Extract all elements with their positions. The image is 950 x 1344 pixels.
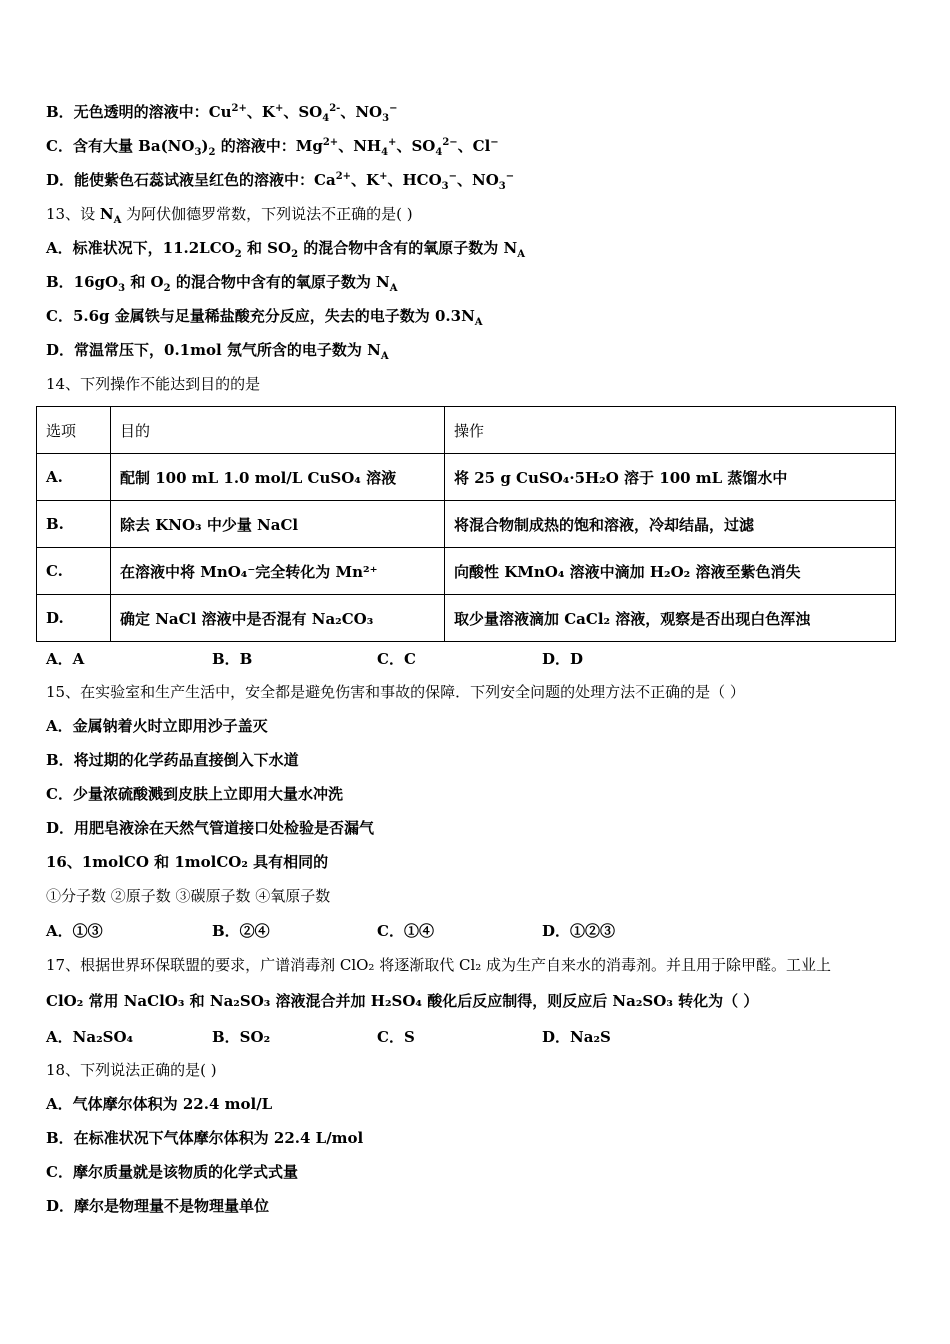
- q16-choice-a[interactable]: A．①③: [46, 922, 103, 940]
- q14-choice-b[interactable]: B．B: [212, 650, 253, 668]
- header-operation: 操作: [445, 407, 896, 454]
- header-goal: 目的: [111, 407, 445, 454]
- q15-option-c[interactable]: C．少量浓硫酸溅到皮肤上立即用大量水冲洗: [46, 785, 343, 803]
- row-goal: 确定 NaCl 溶液中是否混有 Na₂CO₃: [111, 595, 445, 642]
- q17-choice-b[interactable]: B．SO₂: [212, 1028, 271, 1046]
- q18-option-d[interactable]: D．摩尔是物理量不是物理量单位: [46, 1197, 270, 1215]
- q17-stem-line2: ClO₂ 常用 NaClO₃ 和 Na₂SO₃ 溶液混合并加 H₂SO₄ 酸化后反应制得，则反应后 Na₂SO₃ 转化为（ ）: [46, 992, 759, 1010]
- q14-choice-d[interactable]: D．D: [542, 650, 584, 668]
- row-goal: 配制 100 mL 1.0 mol/L CuSO₄ 溶液: [111, 454, 445, 501]
- row-goal: 除去 KNO₃ 中少量 NaCl: [111, 501, 445, 548]
- row-option: C.: [37, 548, 111, 595]
- q14-stem: 14、下列操作不能达到目的的是: [46, 375, 261, 393]
- q14-table: [36, 406, 896, 642]
- q15-stem: 15、在实验室和生产生活中，安全都是避免伤害和事故的保障．下列安全问题的处理方法不正确的是（ ）: [46, 683, 745, 701]
- q15-option-d[interactable]: D．用肥皂液涂在天然气管道接口处检验是否漏气: [46, 819, 375, 837]
- row-operation: 向酸性 KMnO₄ 溶液中滴加 H₂O₂ 溶液至紫色消失: [445, 548, 896, 595]
- q14-choice-a[interactable]: A．A: [46, 650, 85, 668]
- q12-option-d: D．能使紫色石蕊试液呈红色的溶液中：$Ca^{2+}$、K+、$HCO_3^-$、$NO_3^-$: [46, 171, 515, 192]
- row-goal: 在溶液中将 MnO₄⁻完全转化为 Mn²⁺: [111, 548, 445, 595]
- q17-stem-line1: 17、根据世界环保联盟的要求，广谱消毒剂 ClO₂ 将逐渐取代 Cl₂ 成为生产自来水的消毒剂。并且用于除甲醛。工业上: [46, 956, 832, 974]
- table-row: [37, 595, 896, 642]
- q18-option-b[interactable]: B．在标准状况下气体摩尔体积为 22.4 L/mol: [46, 1129, 364, 1147]
- row-operation: 将 25 g CuSO₄·5H₂O 溶于 100 mL 蒸馏水中: [445, 454, 896, 501]
- q14-choice-c[interactable]: C．C: [377, 650, 416, 668]
- q18-option-a[interactable]: A．气体摩尔体积为 22.4 mol/L: [46, 1095, 273, 1113]
- row-option: B.: [37, 501, 111, 548]
- q13-option-b: B．$16gO_3$ 和 $O_2$ 的混合物中含有的氧原子数为 $N_A$: [46, 273, 398, 294]
- q15-option-a[interactable]: A．金属钠着火时立即用沙子盖灭: [46, 717, 268, 735]
- row-operation: 将混合物制成热的饱和溶液，冷却结晶，过滤: [445, 501, 896, 548]
- q13-option-c: C．5.6g 金属铁与足量稀盐酸充分反应，失去的电子数为 $0.3N_A$: [46, 307, 483, 328]
- header-option: 选项: [37, 407, 111, 454]
- q16-stem: 16、1molCO 和 1molCO₂ 具有相同的: [46, 853, 329, 871]
- q16-choice-c[interactable]: C．①④: [377, 922, 434, 940]
- row-option: D.: [37, 595, 111, 642]
- q13-stem: 13、设 $N_A$ 为阿伏伽德罗常数，下列说法不正确的是( ): [46, 205, 413, 226]
- q17-choice-a[interactable]: A．Na₂SO₄: [46, 1028, 134, 1046]
- table-row: [37, 501, 896, 548]
- table-header-row: [37, 407, 896, 454]
- q16-items: ①分子数 ②原子数 ③碳原子数 ④氧原子数: [46, 887, 331, 905]
- q12-option-c: C．含有大量 $Ba(NO_3)_2$ 的溶液中：$Mg^{2+}$、$NH_4^+$、$SO_4^{2-}$、Cl−: [46, 137, 499, 158]
- q16-choice-d[interactable]: D．①②③: [542, 922, 616, 940]
- table-row: [37, 454, 896, 501]
- q17-choice-d[interactable]: D．Na₂S: [542, 1028, 611, 1046]
- table-row: [37, 548, 896, 595]
- q18-stem: 18、下列说法正确的是( ): [46, 1061, 217, 1079]
- row-operation: 取少量溶液滴加 CaCl₂ 溶液，观察是否出现白色浑浊: [445, 595, 896, 642]
- row-option: A.: [37, 454, 111, 501]
- q17-choice-c[interactable]: C．S: [377, 1028, 415, 1046]
- q15-option-b[interactable]: B．将过期的化学药品直接倒入下水道: [46, 751, 299, 769]
- q13-option-d: D．常温常压下，0.1mol 氖气所含的电子数为 $N_A$: [46, 341, 389, 362]
- q12-option-b: B．无色透明的溶液中：$Cu^{2+}$、K+、$SO_4^{2-}$、$NO_3^-$: [46, 103, 398, 124]
- q18-option-c[interactable]: C．摩尔质量就是该物质的化学式式量: [46, 1163, 298, 1181]
- q16-choice-b[interactable]: B．②④: [212, 922, 270, 940]
- q13-option-a: A．标准状况下，$11.2LCO_2$ 和 $SO_2$ 的混合物中含有的氧原子数为 $N_A$: [46, 239, 525, 260]
